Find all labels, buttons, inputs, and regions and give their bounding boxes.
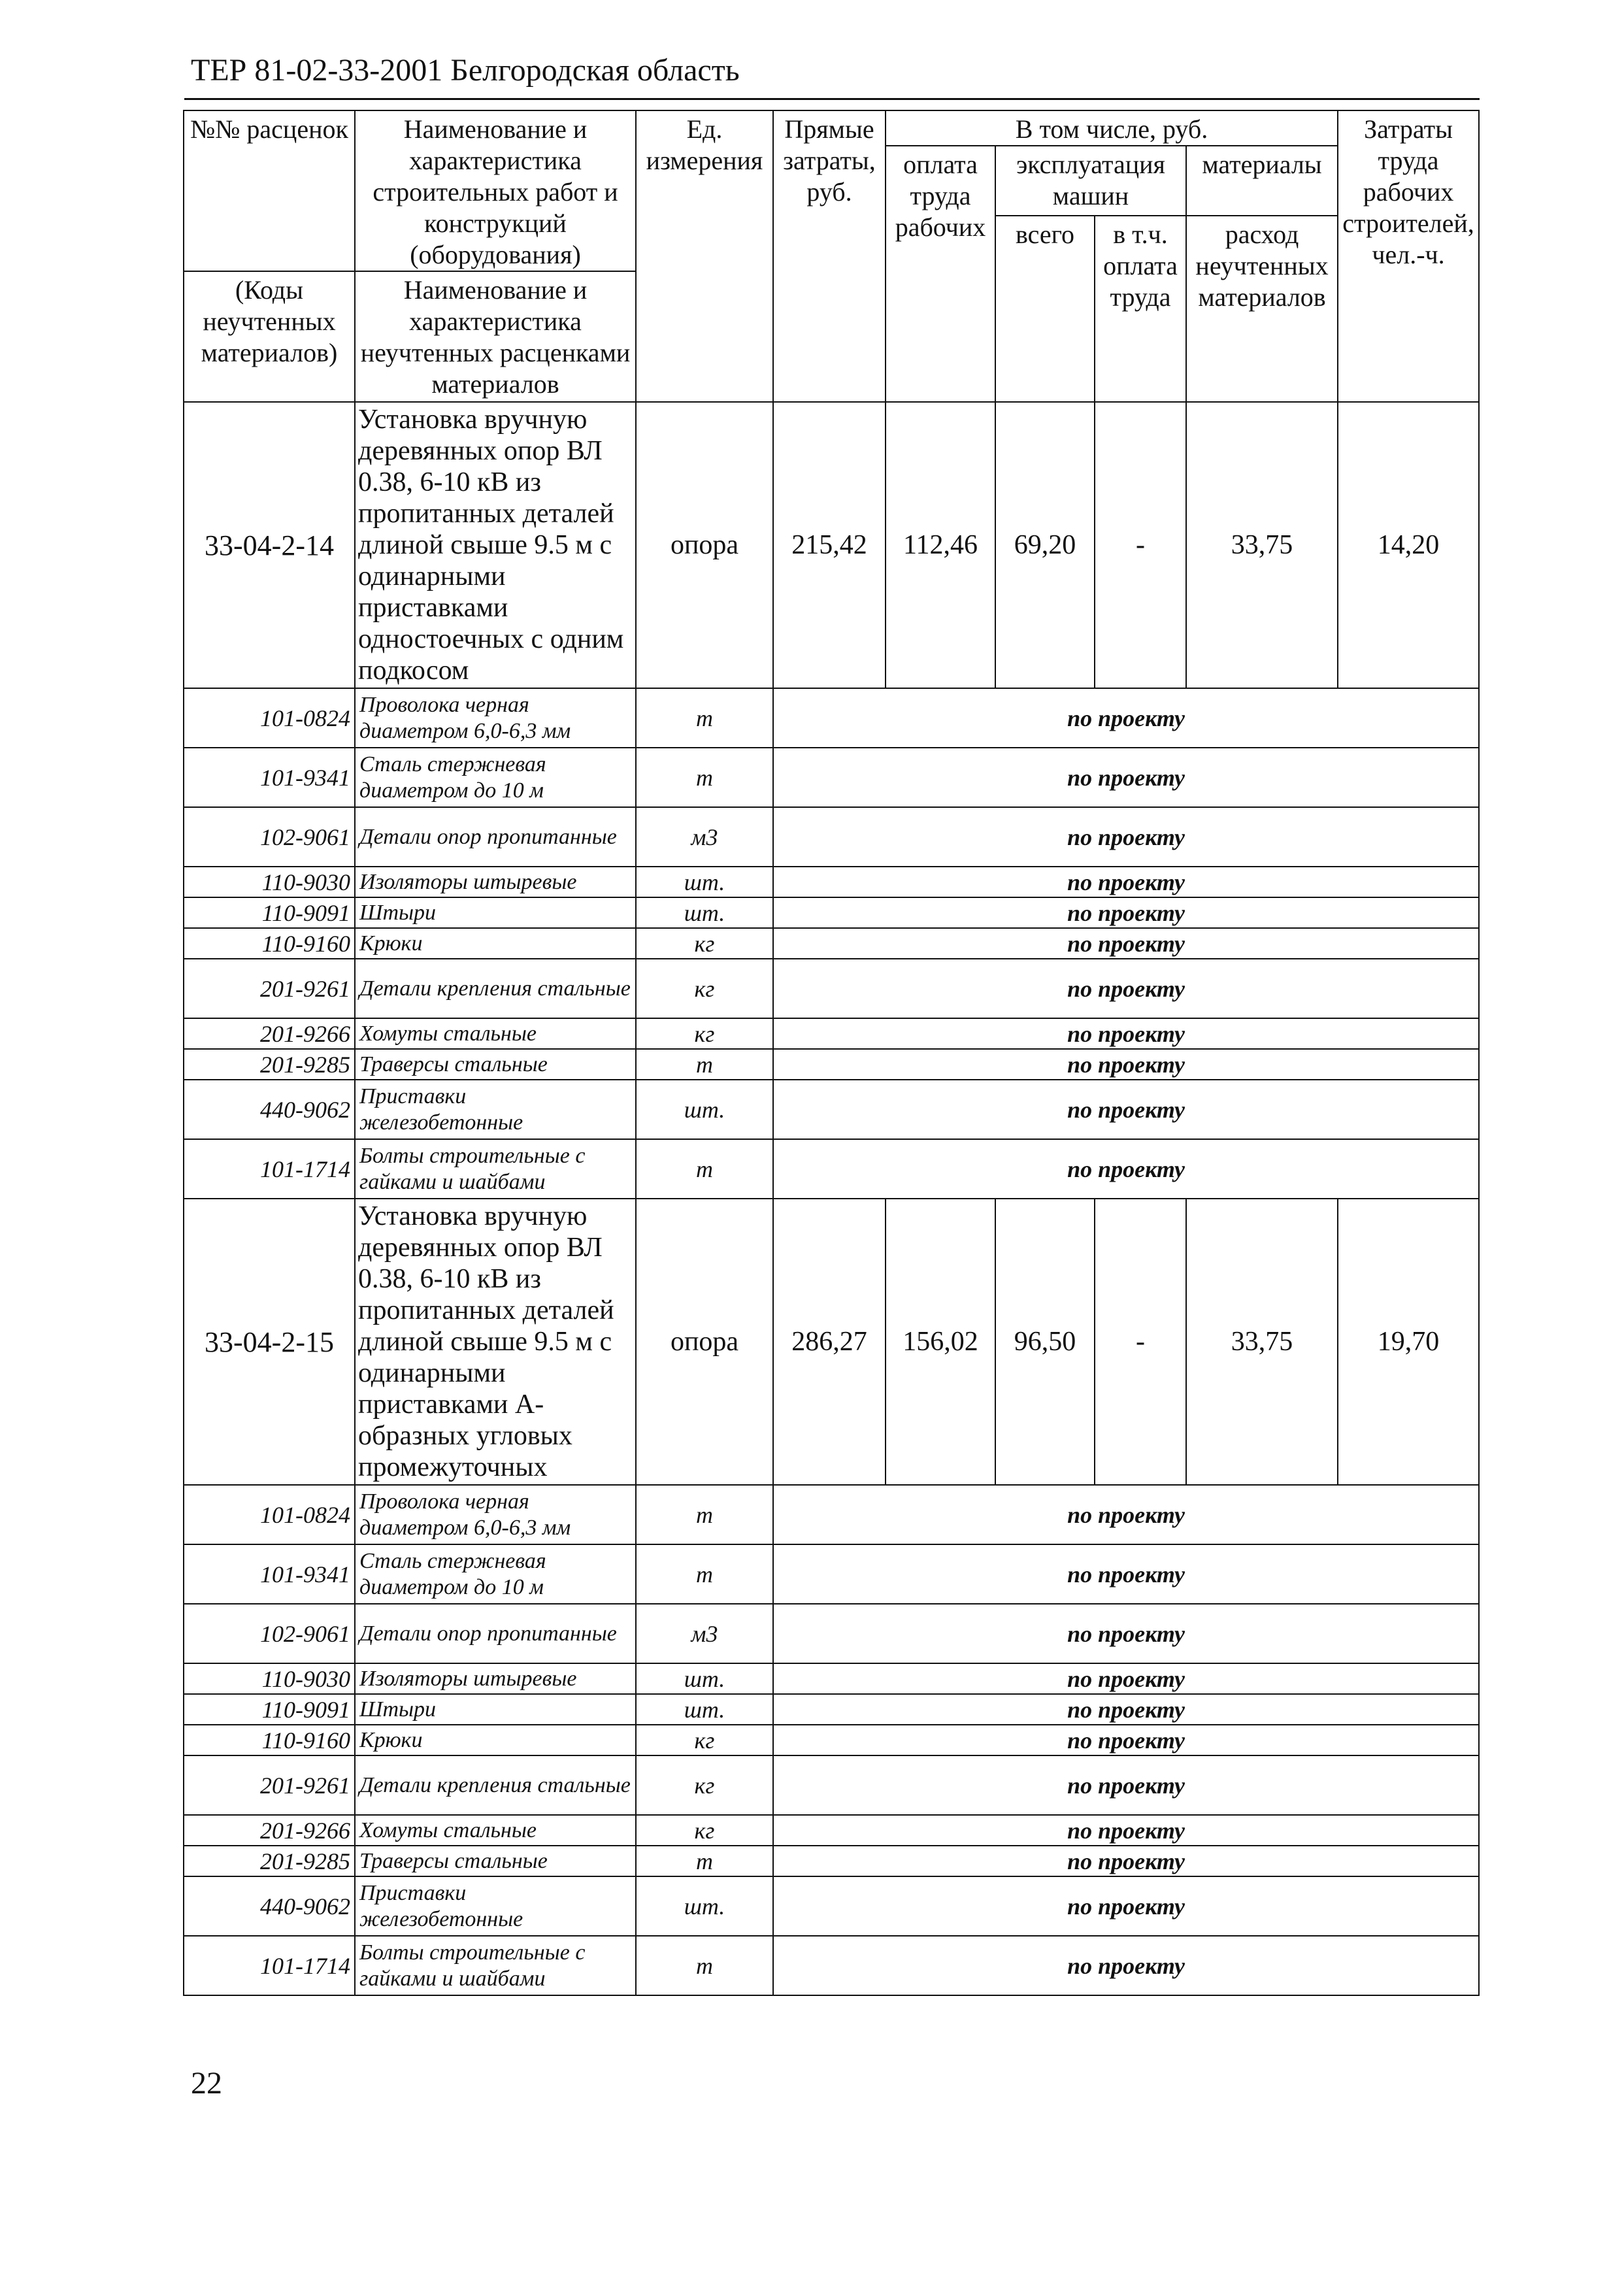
material-unit: кг [636, 1018, 773, 1049]
rate-wage: 112,46 [886, 402, 995, 688]
material-unit: т [636, 1936, 773, 1995]
material-code: 201-9266 [184, 1018, 355, 1049]
rate-direct-costs: 286,27 [773, 1199, 886, 1485]
rates-table [183, 110, 1480, 1996]
material-code: 101-1714 [184, 1936, 355, 1995]
material-name: Траверсы стальные [355, 1846, 636, 1876]
header-wage: оплата труда рабочих [886, 146, 995, 402]
material-code: 102-9061 [184, 807, 355, 867]
material-name: Сталь стержневая диаметром до 10 м [355, 748, 636, 807]
material-unit: т [636, 1544, 773, 1604]
material-code: 101-9341 [184, 748, 355, 807]
material-name: Крюки [355, 1725, 636, 1755]
material-name: Штыри [355, 1694, 636, 1725]
material-row [184, 1846, 1479, 1876]
material-code: 101-9341 [184, 1544, 355, 1604]
material-unit: т [636, 1846, 773, 1876]
material-unit: шт. [636, 867, 773, 897]
material-code: 101-1714 [184, 1139, 355, 1199]
material-quantity-note: по проекту [773, 1725, 1479, 1755]
material-row [184, 1018, 1479, 1049]
material-unit: кг [636, 1815, 773, 1846]
material-code: 110-9091 [184, 1694, 355, 1725]
rate-row [184, 1199, 1479, 1485]
material-row [184, 867, 1479, 897]
material-name: Болты строительные с гайками и шайбами [355, 1139, 636, 1199]
material-quantity-note: по проекту [773, 1815, 1479, 1846]
material-name: Болты строительные с гайками и шайбами [355, 1936, 636, 1995]
material-code: 102-9061 [184, 1604, 355, 1663]
material-code: 201-9285 [184, 1049, 355, 1080]
material-row [184, 1139, 1479, 1199]
material-code: 101-0824 [184, 1485, 355, 1544]
rate-code: 33-04-2-15 [184, 1199, 355, 1485]
material-row [184, 688, 1479, 748]
material-quantity-note: по проекту [773, 1755, 1479, 1815]
material-quantity-note: по проекту [773, 867, 1479, 897]
material-quantity-note: по проекту [773, 1663, 1479, 1694]
material-code: 201-9261 [184, 959, 355, 1018]
rate-machines-wage: - [1095, 402, 1186, 688]
material-row [184, 1755, 1479, 1815]
header-name-title: Наименование и характеристика строительных работ и конструкций (оборудования) [355, 110, 636, 271]
material-row [184, 1694, 1479, 1725]
material-name: Изоляторы штыревые [355, 1663, 636, 1694]
material-quantity-note: по проекту [773, 1604, 1479, 1663]
header-machines-incl-wage: в т.ч. оплата труда [1095, 216, 1186, 402]
material-quantity-note: по проекту [773, 1139, 1479, 1199]
material-name: Приставки железобетонные [355, 1080, 636, 1139]
material-code: 110-9030 [184, 867, 355, 897]
rate-unit: опора [636, 1199, 773, 1485]
rate-machines-total: 69,20 [995, 402, 1095, 688]
rate-wage: 156,02 [886, 1199, 995, 1485]
material-name: Приставки железобетонные [355, 1876, 636, 1936]
header-direct-costs: Прямые затраты, руб. [773, 110, 886, 402]
material-unit: кг [636, 1725, 773, 1755]
material-name: Детали крепления стальные [355, 1755, 636, 1815]
material-name: Детали опор пропитанные [355, 807, 636, 867]
header-rule [184, 98, 1480, 100]
material-quantity-note: по проекту [773, 1544, 1479, 1604]
header-unit: Ед. измерения [636, 110, 773, 402]
material-code: 440-9062 [184, 1080, 355, 1139]
material-name: Штыри [355, 897, 636, 928]
material-quantity-note: по проекту [773, 1018, 1479, 1049]
material-quantity-note: по проекту [773, 897, 1479, 928]
header-unaccounted-materials: расход неучтенных материалов [1186, 216, 1338, 402]
material-row [184, 748, 1479, 807]
material-row [184, 807, 1479, 867]
material-code: 110-9030 [184, 1663, 355, 1694]
material-code: 201-9285 [184, 1846, 355, 1876]
material-quantity-note: по проекту [773, 1080, 1479, 1139]
material-row [184, 959, 1479, 1018]
material-name: Проволока черная диаметром 6,0-6,3 мм [355, 688, 636, 748]
material-unit: кг [636, 959, 773, 1018]
material-quantity-note: по проекту [773, 748, 1479, 807]
rate-machines-total: 96,50 [995, 1199, 1095, 1485]
material-unit: кг [636, 928, 773, 959]
material-name: Хомуты стальные [355, 1815, 636, 1846]
material-row [184, 1663, 1479, 1694]
rate-row [184, 402, 1479, 688]
rate-code: 33-04-2-14 [184, 402, 355, 688]
header-name-sub: Наименование и характеристика неучтенных расценками материалов [355, 271, 636, 402]
material-unit: т [636, 688, 773, 748]
material-row [184, 1815, 1479, 1846]
rate-direct-costs: 215,42 [773, 402, 886, 688]
material-quantity-note: по проекту [773, 1694, 1479, 1725]
material-row [184, 1049, 1479, 1080]
material-quantity-note: по проекту [773, 1485, 1479, 1544]
material-name: Крюки [355, 928, 636, 959]
rate-name: Установка вручную деревянных опор ВЛ 0.38, 6-10 кВ из пропитанных деталей длиной свыше 9.5 м с одинарными приставками А- образных угловых промежуточных [355, 1199, 636, 1485]
material-row [184, 928, 1479, 959]
rate-materials: 33,75 [1186, 1199, 1338, 1485]
material-row [184, 1080, 1479, 1139]
page-number: 22 [191, 2066, 222, 2101]
material-code: 110-9160 [184, 1725, 355, 1755]
material-quantity-note: по проекту [773, 1049, 1479, 1080]
material-quantity-note: по проекту [773, 1846, 1479, 1876]
material-name: Детали опор пропитанные [355, 1604, 636, 1663]
material-quantity-note: по проекту [773, 807, 1479, 867]
material-unit: шт. [636, 1080, 773, 1139]
material-name: Сталь стержневая диаметром до 10 м [355, 1544, 636, 1604]
material-row [184, 1544, 1479, 1604]
header-machines-total: всего [995, 216, 1095, 402]
rate-unit: опора [636, 402, 773, 688]
document-header: ТЕР 81-02-33-2001 Белгородская область [191, 53, 740, 88]
material-row [184, 1725, 1479, 1755]
material-unit: т [636, 748, 773, 807]
material-unit: кг [636, 1755, 773, 1815]
material-row [184, 1876, 1479, 1936]
header-machines: эксплуатация машин [995, 146, 1186, 216]
material-name: Траверсы стальные [355, 1049, 636, 1080]
material-row [184, 1604, 1479, 1663]
rate-labor: 14,20 [1338, 402, 1479, 688]
header-labor-costs: Затраты труда рабочих строителей, чел.-ч. [1338, 110, 1479, 402]
material-unit: шт. [636, 1876, 773, 1936]
material-code: 201-9266 [184, 1815, 355, 1846]
header-including: В том числе, руб. [886, 110, 1338, 146]
material-unit: т [636, 1049, 773, 1080]
material-unit: шт. [636, 1694, 773, 1725]
material-quantity-note: по проекту [773, 959, 1479, 1018]
material-name: Хомуты стальные [355, 1018, 636, 1049]
material-code: 440-9062 [184, 1876, 355, 1936]
material-code: 110-9160 [184, 928, 355, 959]
rate-labor: 19,70 [1338, 1199, 1479, 1485]
material-unit: т [636, 1139, 773, 1199]
material-unit: шт. [636, 1663, 773, 1694]
material-code: 101-0824 [184, 688, 355, 748]
material-name: Проволока черная диаметром 6,0-6,3 мм [355, 1485, 636, 1544]
material-quantity-note: по проекту [773, 928, 1479, 959]
material-quantity-note: по проекту [773, 1876, 1479, 1936]
material-code: 201-9261 [184, 1755, 355, 1815]
material-unit: т [636, 1485, 773, 1544]
rate-materials: 33,75 [1186, 402, 1338, 688]
material-name: Детали крепления стальные [355, 959, 636, 1018]
material-unit: м3 [636, 807, 773, 867]
material-name: Изоляторы штыревые [355, 867, 636, 897]
material-code: 110-9091 [184, 897, 355, 928]
header-code-title: №№ расценок [184, 110, 355, 271]
header-code-sub: (Коды неучтенных материалов) [184, 271, 355, 402]
material-row [184, 1936, 1479, 1995]
material-row [184, 897, 1479, 928]
material-unit: м3 [636, 1604, 773, 1663]
rate-name: Установка вручную деревянных опор ВЛ 0.38, 6-10 кВ из пропитанных деталей длиной свыше 9.5 м с одинарными приставками одностоечных с одним подкосом [355, 402, 636, 688]
rate-machines-wage: - [1095, 1199, 1186, 1485]
material-quantity-note: по проекту [773, 688, 1479, 748]
material-row [184, 1485, 1479, 1544]
material-quantity-note: по проекту [773, 1936, 1479, 1995]
header-materials: материалы [1186, 146, 1338, 216]
material-unit: шт. [636, 897, 773, 928]
